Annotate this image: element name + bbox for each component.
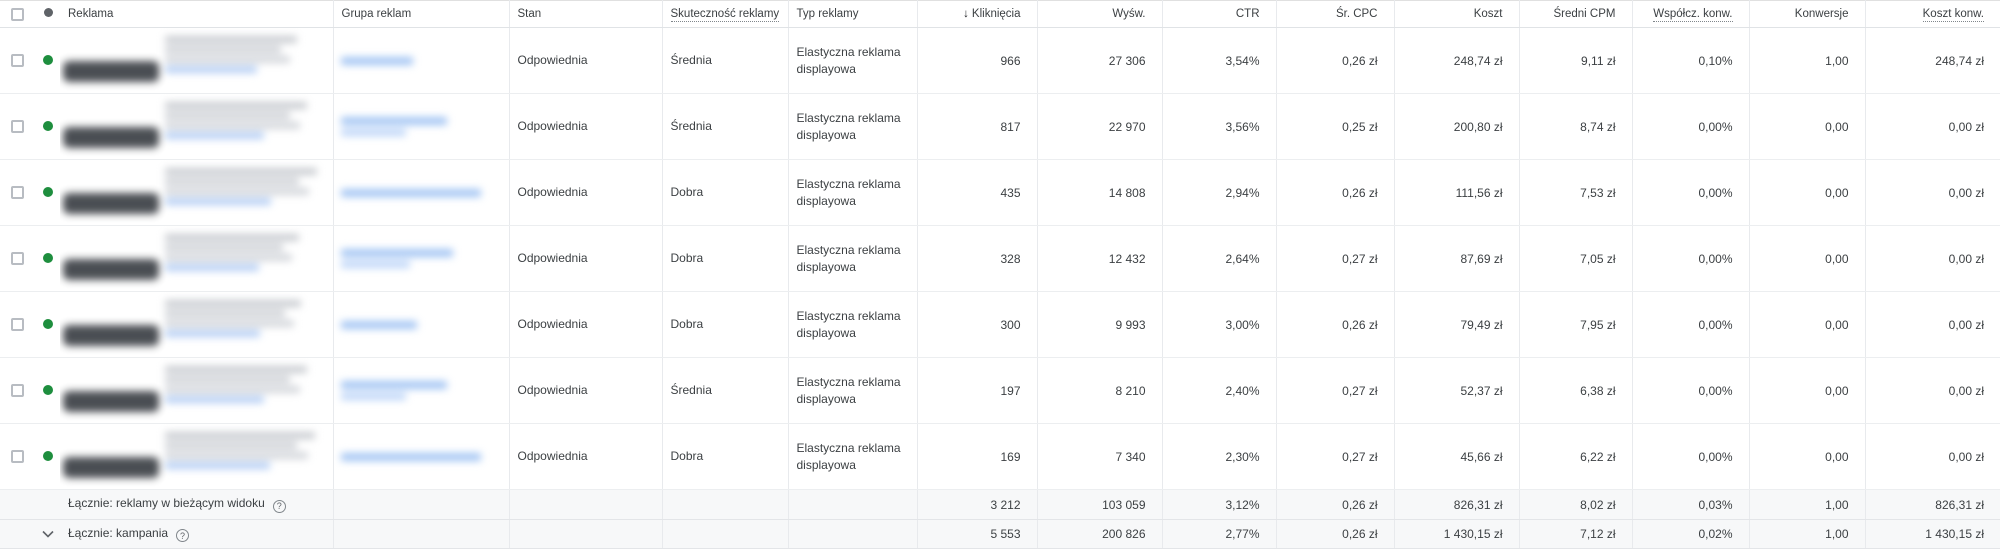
row-checkbox[interactable] [11, 120, 24, 133]
cell-sredni-cpm: 6,38 zł [1519, 358, 1632, 424]
total-sr-cpc: 0,26 zł [1276, 490, 1394, 520]
status-enabled-icon[interactable] [43, 121, 53, 131]
cell-sr-cpc: 0,27 zł [1276, 358, 1394, 424]
cell-sr-cpc: 0,26 zł [1276, 160, 1394, 226]
cell-koszt: 87,69 zł [1394, 226, 1519, 292]
cell-sredni-cpm: 9,11 zł [1519, 28, 1632, 94]
ad-group-link-redacted[interactable] [341, 117, 447, 136]
col-header-konwersje[interactable] [1749, 1, 1865, 28]
cell-konwersje: 0,00 [1749, 226, 1865, 292]
cell-ctr: 2,64% [1162, 226, 1276, 292]
cell-koszt: 79,49 zł [1394, 292, 1519, 358]
cell-wspolcz-konw: 0,00% [1632, 226, 1749, 292]
total-ctr: 2,77% [1162, 520, 1276, 549]
status-enabled-icon[interactable] [43, 451, 53, 461]
ad-row [0, 226, 2000, 292]
cell-ctr: 3,00% [1162, 292, 1276, 358]
cell-wspolcz-konw: 0,10% [1632, 28, 1749, 94]
cell-wspolcz-konw: 0,00% [1632, 94, 1749, 160]
col-header-label: Wyśw. [1112, 8, 1146, 20]
ad-name-redacted[interactable] [165, 300, 301, 338]
ad-row [0, 94, 2000, 160]
cell-wspolcz-konw: 0,00% [1632, 160, 1749, 226]
col-header-wspolcz-konw[interactable] [1632, 1, 1749, 28]
table-totals [0, 490, 2000, 549]
status-column-icon[interactable] [44, 8, 53, 17]
cell-stan: Odpowiednia [509, 28, 662, 94]
ad-name-redacted[interactable] [165, 102, 307, 140]
col-header-skutecznosc[interactable] [662, 1, 788, 28]
col-header-label: Koszt konw. [1922, 8, 1984, 20]
total-koszt: 826,31 zł [1394, 490, 1519, 520]
total-koszt-konw: 1 430,15 zł [1865, 520, 2000, 549]
cell-klikniecia: 435 [917, 160, 1037, 226]
cell-sr-cpc: 0,27 zł [1276, 226, 1394, 292]
cell-koszt: 111,56 zł [1394, 160, 1519, 226]
help-icon[interactable]: ? [273, 500, 286, 513]
cell-sr-cpc: 0,27 zł [1276, 424, 1394, 490]
cell-wysw: 27 306 [1037, 28, 1162, 94]
cell-klikniecia: 817 [917, 94, 1037, 160]
col-header-koszt[interactable] [1394, 1, 1519, 28]
cell-koszt: 200,80 zł [1394, 94, 1519, 160]
ad-row [0, 424, 2000, 490]
cell-sr-cpc: 0,26 zł [1276, 292, 1394, 358]
cell-ctr: 2,30% [1162, 424, 1276, 490]
cell-sredni-cpm: 8,74 zł [1519, 94, 1632, 160]
cell-stan: Odpowiednia [509, 94, 662, 160]
cell-koszt: 52,37 zł [1394, 358, 1519, 424]
col-header-grupa-reklam[interactable] [333, 1, 509, 28]
cell-koszt-konw: 0,00 zł [1865, 424, 2000, 490]
total-koszt: 1 430,15 zł [1394, 520, 1519, 549]
total-klikniecia: 5 553 [917, 520, 1037, 549]
cell-klikniecia: 197 [917, 358, 1037, 424]
cell-koszt: 45,66 zł [1394, 424, 1519, 490]
col-header-label: Koszt [1473, 8, 1503, 20]
col-header-label: Konwersje [1794, 8, 1849, 20]
col-header-typ-reklamy[interactable] [788, 1, 917, 28]
cell-koszt-konw: 0,00 zł [1865, 358, 2000, 424]
totals-label: Łącznie: kampania [68, 525, 169, 540]
cell-typ-reklamy: Elastyczna reklama displayowa [788, 292, 917, 358]
cell-skutecznosc: Średnia [662, 28, 788, 94]
ad-name-redacted[interactable] [165, 36, 297, 74]
status-enabled-icon[interactable] [43, 319, 53, 329]
total-konwersje: 1,00 [1749, 490, 1865, 520]
ad-thumbnail-redacted[interactable] [63, 127, 159, 148]
row-checkbox[interactable] [11, 252, 24, 265]
col-header-ctr[interactable] [1162, 1, 1276, 28]
ad-thumbnail-redacted[interactable] [63, 325, 159, 346]
cell-typ-reklamy: Elastyczna reklama displayowa [788, 358, 917, 424]
cell-stan: Odpowiednia [509, 292, 662, 358]
col-header-label: Współcz. konw. [1653, 8, 1733, 20]
row-checkbox[interactable] [11, 450, 24, 463]
col-header-reklama[interactable] [60, 1, 333, 28]
col-header-wysw[interactable] [1037, 1, 1162, 28]
cell-wysw: 9 993 [1037, 292, 1162, 358]
cell-ctr: 2,40% [1162, 358, 1276, 424]
totals-row [0, 520, 2000, 549]
cell-ctr: 3,54% [1162, 28, 1276, 94]
col-header-sr-cpc[interactable] [1276, 1, 1394, 28]
col-header-label: Stan [517, 8, 542, 20]
table-body [0, 28, 2000, 490]
col-header-label: Średni CPM [1553, 8, 1616, 20]
row-checkbox[interactable] [11, 318, 24, 331]
cell-sr-cpc: 0,25 zł [1276, 94, 1394, 160]
cell-koszt: 248,74 zł [1394, 28, 1519, 94]
col-header-label: Grupa reklam [341, 8, 412, 20]
ad-name-redacted[interactable] [165, 234, 299, 272]
cell-skutecznosc: Dobra [662, 424, 788, 490]
cell-konwersje: 0,00 [1749, 160, 1865, 226]
cell-sredni-cpm: 7,05 zł [1519, 226, 1632, 292]
cell-wspolcz-konw: 0,00% [1632, 292, 1749, 358]
col-header-klikniecia[interactable] [917, 1, 1037, 28]
cell-typ-reklamy: Elastyczna reklama displayowa [788, 28, 917, 94]
cell-konwersje: 0,00 [1749, 94, 1865, 160]
total-koszt-konw: 826,31 zł [1865, 490, 2000, 520]
col-header-label: CTR [1235, 8, 1260, 20]
cell-stan: Odpowiednia [509, 358, 662, 424]
total-ctr: 3,12% [1162, 490, 1276, 520]
ad-row [0, 358, 2000, 424]
total-konwersje: 1,00 [1749, 520, 1865, 549]
total-sr-cpc: 0,26 zł [1276, 520, 1394, 549]
cell-skutecznosc: Dobra [662, 160, 788, 226]
cell-wysw: 8 210 [1037, 358, 1162, 424]
cell-typ-reklamy: Elastyczna reklama displayowa [788, 424, 917, 490]
cell-klikniecia: 328 [917, 226, 1037, 292]
totals-row [0, 490, 2000, 520]
col-header-koszt-konw[interactable] [1865, 1, 2000, 28]
ad-name-redacted[interactable] [165, 432, 315, 470]
col-header-stan[interactable] [509, 1, 662, 28]
cell-stan: Odpowiednia [509, 160, 662, 226]
cell-wspolcz-konw: 0,00% [1632, 358, 1749, 424]
ad-thumbnail-redacted[interactable] [63, 259, 159, 280]
ad-thumbnail-redacted[interactable] [63, 61, 159, 82]
cell-wspolcz-konw: 0,00% [1632, 424, 1749, 490]
row-checkbox[interactable] [11, 186, 24, 199]
total-klikniecia: 3 212 [917, 490, 1037, 520]
ad-group-link-redacted[interactable] [341, 249, 453, 268]
cell-typ-reklamy: Elastyczna reklama displayowa [788, 160, 917, 226]
total-wysw: 200 826 [1037, 520, 1162, 549]
ad-row [0, 28, 2000, 94]
cell-sr-cpc: 0,26 zł [1276, 28, 1394, 94]
total-sredni-cpm: 7,12 zł [1519, 520, 1632, 549]
cell-sredni-cpm: 7,53 zł [1519, 160, 1632, 226]
ad-group-link-redacted[interactable] [341, 453, 481, 461]
cell-koszt-konw: 248,74 zł [1865, 28, 2000, 94]
total-wspolcz-konw: 0,02% [1632, 520, 1749, 549]
cell-klikniecia: 966 [917, 28, 1037, 94]
status-enabled-icon[interactable] [43, 385, 53, 395]
col-header-label: Typ reklamy [796, 8, 859, 20]
total-wysw: 103 059 [1037, 490, 1162, 520]
cell-koszt-konw: 0,00 zł [1865, 226, 2000, 292]
col-header-label: Śr. CPC [1335, 8, 1378, 20]
cell-koszt-konw: 0,00 zł [1865, 292, 2000, 358]
cell-wysw: 12 432 [1037, 226, 1162, 292]
ad-name-redacted[interactable] [165, 366, 307, 404]
cell-wysw: 14 808 [1037, 160, 1162, 226]
cell-ctr: 3,56% [1162, 94, 1276, 160]
col-header-label: Skuteczność reklamy [670, 8, 780, 20]
ad-row [0, 160, 2000, 226]
cell-typ-reklamy: Elastyczna reklama displayowa [788, 226, 917, 292]
ad-row [0, 292, 2000, 358]
sort-desc-icon[interactable]: ↓ [963, 8, 969, 20]
chevron-down-icon[interactable] [42, 530, 54, 538]
cell-klikniecia: 300 [917, 292, 1037, 358]
cell-wysw: 7 340 [1037, 424, 1162, 490]
totals-label: Łącznie: reklamy w bieżącym widoku [68, 496, 265, 511]
cell-wysw: 22 970 [1037, 94, 1162, 160]
ad-group-link-redacted[interactable] [341, 189, 481, 197]
select-all-checkbox[interactable] [11, 8, 24, 21]
cell-ctr: 2,94% [1162, 160, 1276, 226]
cell-skutecznosc: Średnia [662, 358, 788, 424]
cell-stan: Odpowiednia [509, 226, 662, 292]
cell-koszt-konw: 0,00 zł [1865, 94, 2000, 160]
status-enabled-icon[interactable] [43, 55, 53, 65]
cell-typ-reklamy: Elastyczna reklama displayowa [788, 94, 917, 160]
cell-skutecznosc: Średnia [662, 94, 788, 160]
cell-konwersje: 0,00 [1749, 424, 1865, 490]
total-wspolcz-konw: 0,03% [1632, 490, 1749, 520]
total-sredni-cpm: 8,02 zł [1519, 490, 1632, 520]
cell-konwersje: 0,00 [1749, 292, 1865, 358]
cell-konwersje: 1,00 [1749, 28, 1865, 94]
ad-thumbnail-redacted[interactable] [63, 457, 159, 478]
cell-sredni-cpm: 6,22 zł [1519, 424, 1632, 490]
cell-klikniecia: 169 [917, 424, 1037, 490]
ad-thumbnail-redacted[interactable] [63, 193, 159, 214]
row-checkbox[interactable] [11, 384, 24, 397]
cell-skutecznosc: Dobra [662, 226, 788, 292]
help-icon[interactable]: ? [176, 529, 189, 542]
status-enabled-icon[interactable] [43, 253, 53, 263]
ad-group-link-redacted[interactable] [341, 321, 417, 329]
cell-konwersje: 0,00 [1749, 358, 1865, 424]
cell-skutecznosc: Dobra [662, 292, 788, 358]
col-header-sredni-cpm[interactable] [1519, 1, 1632, 28]
cell-koszt-konw: 0,00 zł [1865, 160, 2000, 226]
table-header [0, 1, 2000, 28]
col-header-label: Kliknięcia [971, 8, 1021, 20]
ad-name-redacted[interactable] [165, 168, 317, 206]
ad-group-link-redacted[interactable] [341, 57, 413, 65]
cell-sredni-cpm: 7,95 zł [1519, 292, 1632, 358]
ad-group-link-redacted[interactable] [341, 381, 447, 400]
col-header-label: Reklama [68, 8, 114, 20]
row-checkbox[interactable] [11, 54, 24, 67]
status-enabled-icon[interactable] [43, 187, 53, 197]
cell-stan: Odpowiednia [509, 424, 662, 490]
ad-thumbnail-redacted[interactable] [63, 391, 159, 412]
